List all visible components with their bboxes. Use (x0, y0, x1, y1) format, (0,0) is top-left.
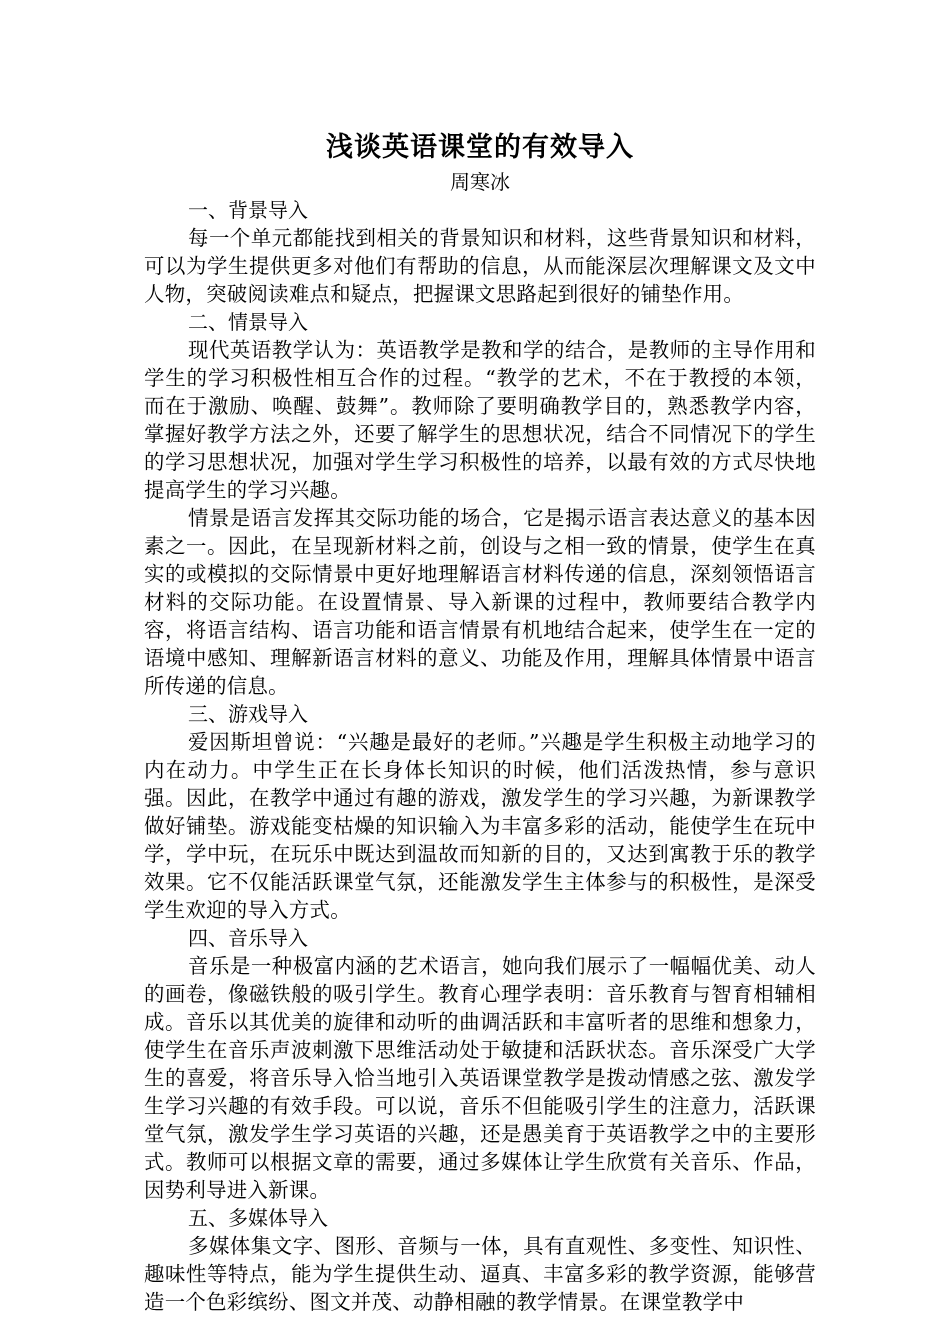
section-heading: 二、情景导入 (188, 310, 308, 334)
section-paragraph: 音乐是一种极富内涵的艺术语言，她向我们展示了一幅幅优美、动人的画卷，像磁铁般的吸引学生。教育心理学表明：音乐教育与智育相辅相成。音乐以其优美的旋律和动听的曲调活跃和丰富听者的思维和想象力，使学生在音乐声波刺激下思维活动处于敏捷和活跃状态。音乐深受广大学生的喜爱，将音乐导入恰当地引入英语课堂教学是拨动情感之弦、激发学生学习兴趣的有效手段。可以说，音乐不但能吸引学生的注意力，活跃课堂气氛，激发学生学习英语的兴趣，还是愚美育于英语教学之中的主要形式。教师可以根据文章的需要，通过多媒体让学生欣赏有关音乐、作品，因势利导进入新课。 (144, 954, 816, 1202)
section-heading: 五、多媒体导入 (188, 1206, 328, 1230)
document-page (144, 128, 816, 1316)
section-paragraph: 情景是语言发挥其交际功能的场合，它是揭示语言表达意义的基本因素之一。因此，在呈现新材料之前，创设与之相一致的情景，使学生在真实的或模拟的交际情景中更好地理解语言材料传递的信息，深刻领悟语言材料的交际功能。在设置情景、导入新课的过程中，教师要结合教学内容，将语言结构、语言功能和语言情景有机地结合起来，使学生在一定的语境中感知、理解新语言材料的意义、功能及作用，理解具体情景中语言所传递的信息。 (144, 506, 816, 698)
section-heading: 四、音乐导入 (188, 926, 308, 950)
section-paragraph: 现代英语教学认为：英语教学是教和学的结合，是教师的主导作用和学生的学习积极性相互合作的过程。“教学的艺术，不在于教授的本领，而在于激励、唤醒、鼓舞”。教师除了要明确教学目的，熟悉教学内容，掌握好教学方法之外，还要了解学生的思想状况，结合不同情况下的学生的学习思想状况，加强对学生学习积极性的培养，以最有效的方式尽快地提高学生的学习兴趣。 (144, 338, 816, 502)
section-paragraph: 爱因斯坦曾说：“兴趣是最好的老师。”兴趣是学生积极主动地学习的内在动力。中学生正在长身体长知识的时候，他们活泼热情，参与意识强。因此，在教学中通过有趣的游戏，激发学生的学习兴趣，为新课教学做好铺垫。游戏能变枯燥的知识输入为丰富多彩的活动，能使学生在玩中学，学中玩，在玩乐中既达到温故而知新的目的，又达到寓教于乐的教学效果。它不仅能活跃课堂气氛，还能激发学生主体参与的积极性，是深受学生欢迎的导入方式。 (144, 730, 816, 922)
document-title: 浅谈英语课堂的有效导入 (326, 132, 634, 163)
section-paragraph: 多媒体集文字、图形、音频与一体，具有直观性、多变性、知识性、趣味性等特点，能为学生提供生动、逼真、丰富多彩的教学资源，能够营造一个色彩缤纷、图文并茂、动静相融的教学情景。在课堂教学中 (144, 1234, 816, 1314)
document-author: 周寒冰 (450, 170, 510, 194)
section-heading: 三、游戏导入 (188, 702, 308, 726)
section-heading: 一、背景导入 (188, 198, 308, 222)
section-paragraph: 每一个单元都能找到相关的背景知识和材料，这些背景知识和材料，可以为学生提供更多对他们有帮助的信息，从而能深层次理解课文及文中人物，突破阅读难点和疑点，把握课文思路起到很好的铺垫作用。 (144, 226, 816, 306)
